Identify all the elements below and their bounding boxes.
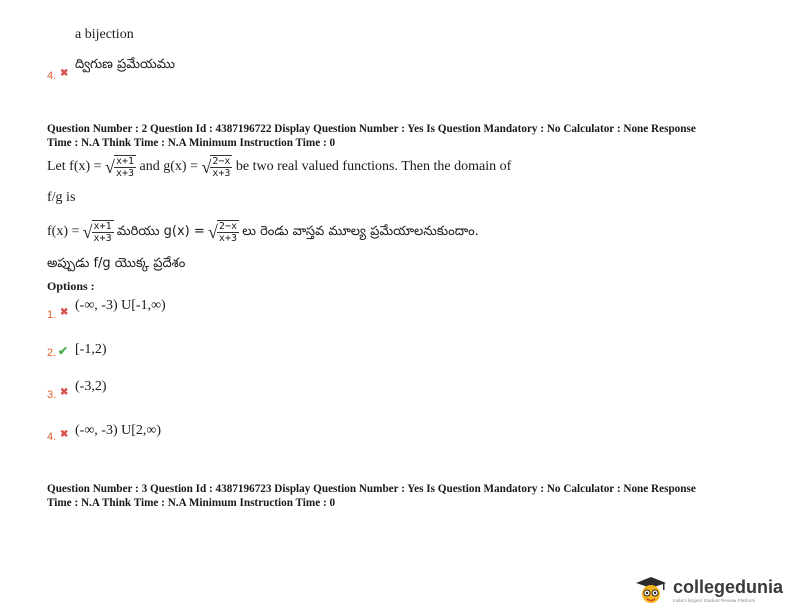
telugu-suffix: లు రెండు వాస్తవ మూల్య ప్రమేయాలనుకుందాం. [242,223,479,239]
te-f-denominator: x+3 [93,233,112,244]
english-suffix: be two real valued functions. Then the domain of [235,159,512,175]
f-denominator: x+3 [115,168,134,179]
f-numerator: x+1 [115,156,134,167]
prev-option-4-number: 4. [47,70,57,82]
sqrt-icon: √ [82,222,93,242]
option-3-number: 3. [47,389,57,401]
option-2-number: 2. [47,347,57,359]
question-2-meta [47,122,747,150]
question-2-english [47,155,767,179]
english-line2: f/g is [47,190,76,205]
option-3-text: (-3,2) [75,379,107,394]
g-numerator: 2−x [212,156,231,167]
sqrt-icon: √ [208,222,218,242]
question-2-meta-line1: Question Number : 2 Question Id : 4387196722 Display Question Number : Yes Is Question Mandatory : No Calculator : None Response [47,123,696,135]
question-2-telugu [47,220,767,244]
english-mid: and g(x) = [139,159,198,175]
prev-option-3-text: a bijection [75,27,134,42]
telugu-and: మరియు g(x) = [116,223,205,239]
te-g-fraction [208,220,239,244]
logo-name: collegedunia [673,577,784,597]
telugu-line2: అప్పుడు f/g యొక్క ప్రదేశం [47,256,186,271]
option-1-text: (-∞, -3) U[-1,∞) [75,298,166,313]
sqrt-icon: √ [201,157,212,177]
te-g-numerator: 2−x [218,221,237,232]
cross-icon: ✖ [60,68,69,79]
cross-icon: ✖ [60,307,69,318]
graduate-mascot-icon [632,575,670,605]
option-2-text: [-1,2) [75,342,107,357]
cross-icon: ✖ [60,429,69,440]
question-3-meta-line1: Question Number : 3 Question Id : 4387196723 Display Question Number : Yes Is Question Mandatory : No Calculator : None Response [47,483,696,495]
cross-icon: ✖ [60,387,69,398]
option-1-number: 1. [47,309,57,321]
question-3-meta-line2: Time : N.A Think Time : N.A Minimum Instruction Time : 0 [47,497,336,509]
logo-tagline: India's largest Student Review Platform [673,598,756,603]
f-fraction [105,155,136,179]
sqrt-icon: √ [105,157,115,177]
question-3-meta [47,482,747,510]
telugu-fx: f(x) = [47,223,80,239]
english-prefix: Let f(x) = [47,159,102,175]
question-2-meta-line2: Time : N.A Think Time : N.A Minimum Instruction Time : 0 [47,137,336,149]
te-f-numerator: x+1 [93,221,112,232]
prev-option-4-text: ద్విగుణ ప్రమేయము [75,57,175,72]
collegedunia-logo [632,575,783,605]
te-f-fraction [83,220,114,244]
g-denominator: x+3 [212,168,231,179]
g-fraction [201,155,232,179]
options-label: Options : [47,279,95,293]
option-4-number: 4. [47,431,57,443]
check-icon: ✔ [58,344,69,358]
te-g-denominator: x+3 [218,233,237,244]
option-4-text: (-∞, -3) U[2,∞) [75,423,162,438]
